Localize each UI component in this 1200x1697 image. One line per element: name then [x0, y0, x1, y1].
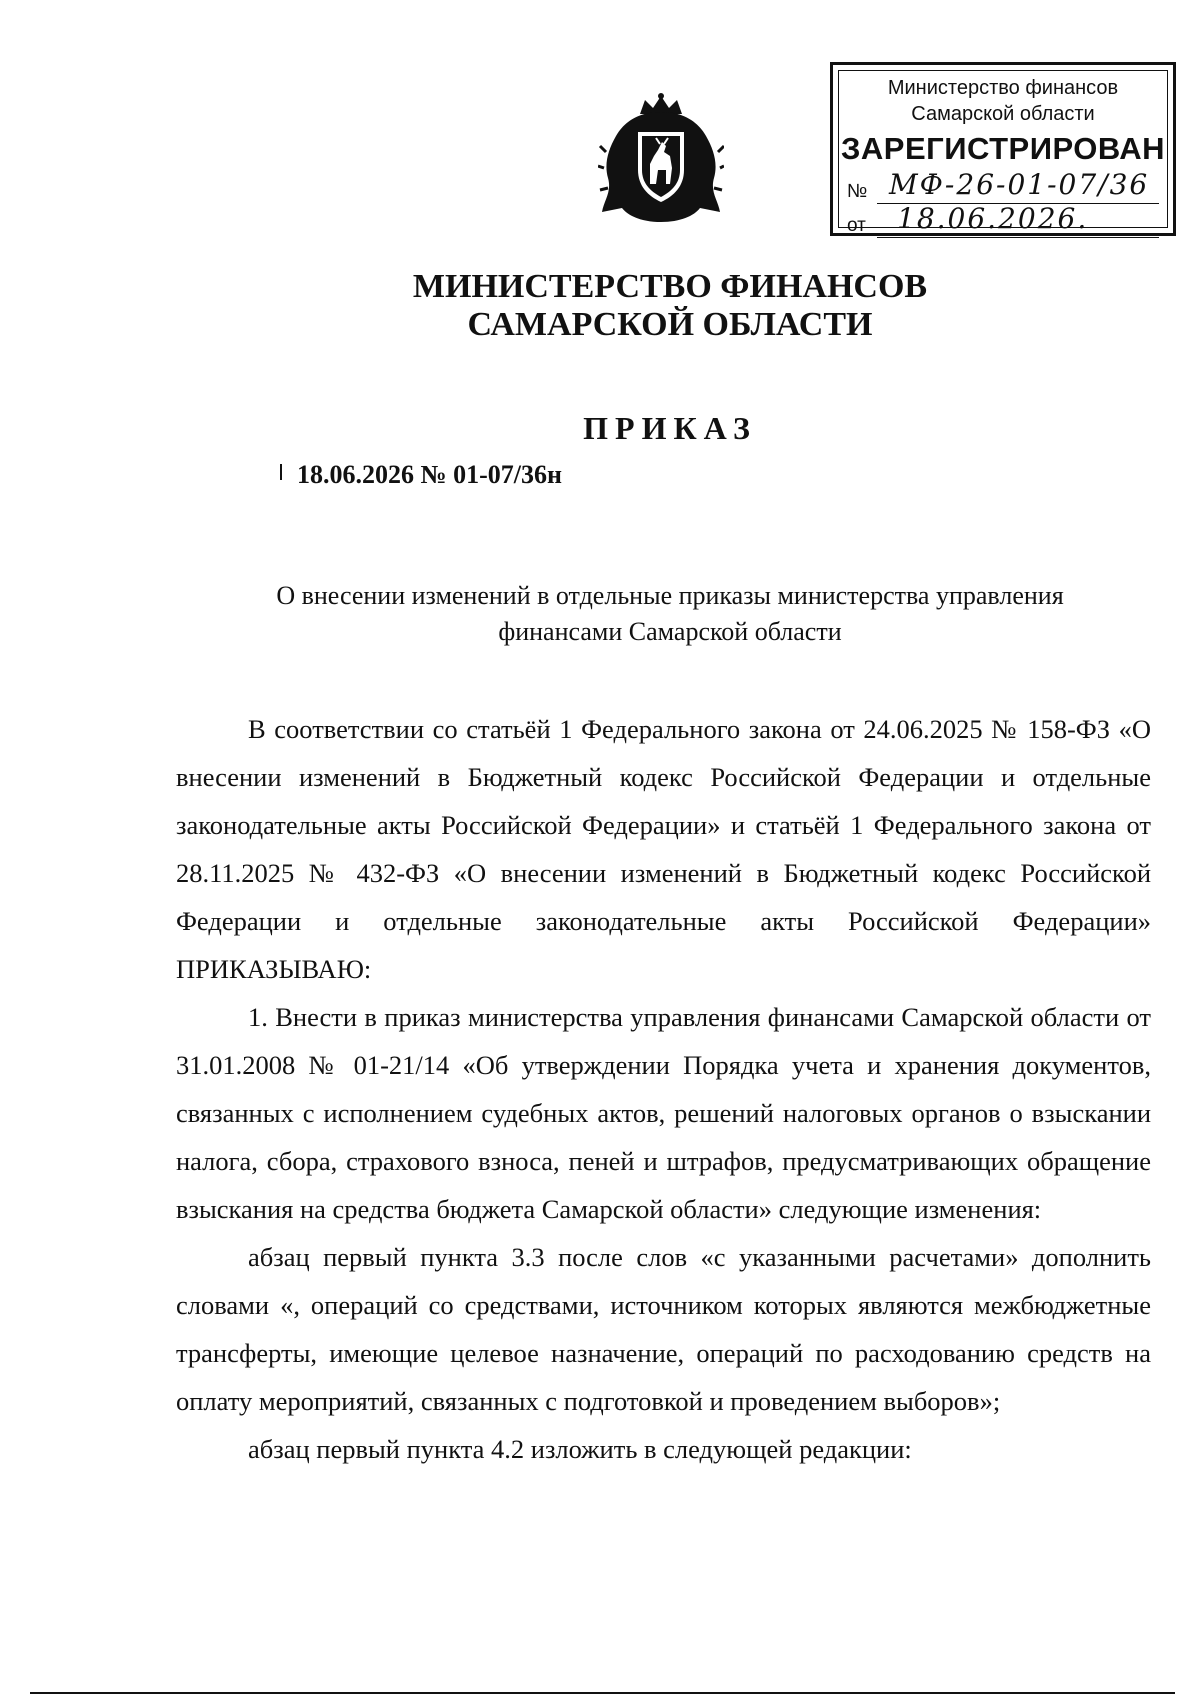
stamp-date-line [877, 237, 1159, 238]
samara-coat-of-arms-icon [598, 92, 724, 224]
stamp-date-label: от [847, 215, 866, 236]
body-paragraph: абзац первый пункта 4.2 изложить в следующей редакции: [248, 1434, 912, 1464]
document-subject [200, 578, 1140, 650]
margin-tick [280, 464, 282, 480]
organization-title-line2: САМАРСКОЙ ОБЛАСТИ [467, 306, 873, 343]
bottom-rule [30, 1692, 1175, 1694]
organization-title-line1: МИНИСТЕРСТВО ФИНАНСОВ [412, 268, 928, 305]
stamp-date-row [847, 202, 1159, 241]
document-type: ПРИКАЗ [583, 410, 757, 446]
organization-title [0, 268, 1200, 344]
registration-stamp [830, 62, 1176, 236]
document-number: 18.06.2026 № 01-07/36н [297, 460, 562, 489]
document-body [176, 705, 1151, 1473]
stamp-number-handwritten: МФ-26-01-07/36 [889, 168, 1150, 201]
subject-line1: О внесении изменений в отдельные приказы министерства управления [276, 581, 1064, 610]
stamp-inner-frame [838, 70, 1168, 236]
stamp-number-label: № [847, 181, 868, 202]
body-paragraph: абзац первый пункта 3.3 после слов «с указанными расчетами» дополнить словами «, операций со средствами, источником которых являются межбюджетные трансферты, имеющие целевое назначение, операций по расходованию средств на оплату мероприятий, связанных с подготовкой и проведением выборов»; [176, 1242, 1151, 1416]
body-paragraph: 1. Внести в приказ министерства управления финансами Самарской области от 31.01.2008 № 01-21/14 «Об утверждении Порядка учета и хранения документов, связанных с исполнением судебных актов, решений налоговых органов о взыскании налога, сбора, страхового взноса, пеней и штрафов, предусматривающих обращение взыскания на средства бюджета Самарской области» следующие изменения: [176, 1002, 1151, 1224]
subject-line2: финансами Самарской области [498, 617, 842, 646]
stamp-status: ЗАРЕГИСТРИРОВАН [840, 131, 1166, 166]
stamp-date-handwritten: 18.06.2026. [897, 202, 1089, 235]
stamp-org-line1: Министерство финансов [887, 77, 1119, 99]
stamp-organization [839, 75, 1167, 127]
stamp-org-line2: Самарской области [911, 103, 1095, 125]
body-paragraph: В соответствии со статьёй 1 Федерального закона от 24.06.2025 № 158-ФЗ «О внесении изменений в Бюджетный кодекс Российской Федерации и отдельные законодательные акты Российской Федерации» и статьёй 1 Федерального закона от 28.11.2025 № 432-ФЗ «О внесении изменений в Бюджетный кодекс Российской Федерации и отдельные законодательные акты Российской Федерации» ПРИКАЗЫВАЮ: [176, 714, 1151, 984]
